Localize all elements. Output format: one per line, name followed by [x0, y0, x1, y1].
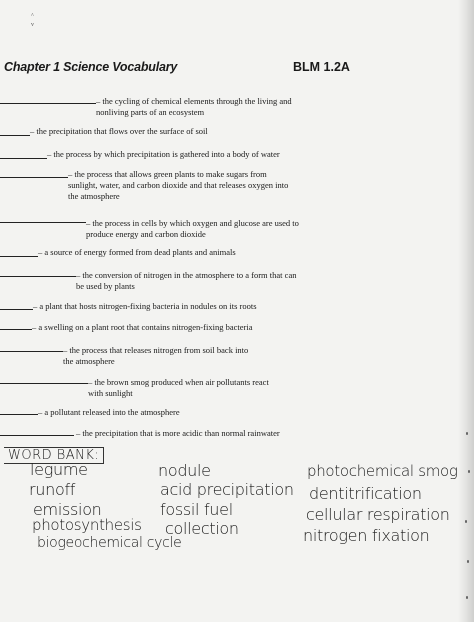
answer-blank[interactable]: [0, 309, 33, 310]
scan-speck: [466, 432, 468, 435]
definition-text: – the process that allows green plants to make sugars from sunlight, water, and carbon dioxide and that releases oxygen into the atmosphere: [68, 169, 289, 201]
blm-code: BLM 1.2A: [293, 60, 350, 74]
answer-blank[interactable]: [0, 256, 38, 257]
word-bank-word: photosynthesis: [32, 516, 142, 534]
answer-blank[interactable]: [0, 351, 63, 352]
word-bank-word: cellular respiration: [306, 505, 450, 524]
word-bank-word: emission: [33, 500, 102, 519]
word-bank-word: biogeochemical cycle: [37, 535, 182, 551]
word-bank-word: runoff: [29, 480, 76, 499]
word-bank-word: nodule: [158, 461, 211, 480]
definition-text: – the process by which precipitation is gathered into a body of water: [47, 149, 280, 159]
word-bank-word: dentitrification: [309, 484, 422, 503]
definition-text: – the precipitation that is more acidic than normal rainwater: [76, 428, 280, 438]
definition-text: – the precipitation that flows over the surface of soil: [30, 126, 208, 136]
scan-speck: [465, 520, 467, 523]
answer-blank[interactable]: [0, 414, 38, 415]
word-bank-label: WORD BANK:: [4, 447, 104, 464]
word-bank-word: collection: [165, 519, 239, 538]
scan-shadow-edge: [458, 0, 474, 622]
word-bank-word: nitrogen fixation: [303, 526, 430, 545]
definition-text: – a plant that hosts nitrogen-fixing bacteria in nodules on its roots: [33, 301, 257, 311]
answer-blank[interactable]: [0, 158, 47, 159]
answer-blank[interactable]: [0, 103, 96, 104]
scan-speck: [466, 596, 468, 599]
definition-text: – the process that releases nitrogen from soil back into the atmosphere: [63, 345, 249, 366]
word-bank-word: legume: [30, 460, 88, 479]
word-bank-word: acid precipitation: [160, 480, 294, 499]
definition-text: – the brown smog produced when air pollutants react with sunlight: [88, 377, 269, 398]
answer-blank[interactable]: [0, 435, 74, 436]
definition-text: – the process in cells by which oxygen and glucose are used to produce energy and carbon dioxide: [86, 218, 299, 239]
answer-blank[interactable]: [0, 135, 30, 136]
answer-blank[interactable]: [0, 177, 68, 178]
corner-mark: ^ v: [31, 13, 34, 28]
word-bank-word: fossil fuel: [160, 500, 233, 519]
answer-blank[interactable]: [0, 329, 32, 330]
definition-text: – a source of energy formed from dead plants and animals: [38, 247, 236, 257]
page-title: Chapter 1 Science Vocabulary: [4, 60, 178, 74]
scan-speck: [467, 560, 469, 563]
answer-blank[interactable]: [0, 383, 88, 384]
definition-text: – the cycling of chemical elements through the living and nonliving parts of an ecosystem: [96, 96, 292, 117]
definition-text: – the conversion of nitrogen in the atmosphere to a form that can be used by plants: [76, 270, 297, 291]
answer-blank[interactable]: [0, 222, 86, 223]
definition-text: – a pollutant released into the atmosphere: [38, 407, 180, 417]
word-bank-word: photochemical smog: [307, 462, 458, 480]
scan-speck: [468, 470, 470, 473]
definition-text: – a swelling on a plant root that contains nitrogen-fixing bacteria: [32, 322, 253, 332]
answer-blank[interactable]: [0, 276, 76, 277]
